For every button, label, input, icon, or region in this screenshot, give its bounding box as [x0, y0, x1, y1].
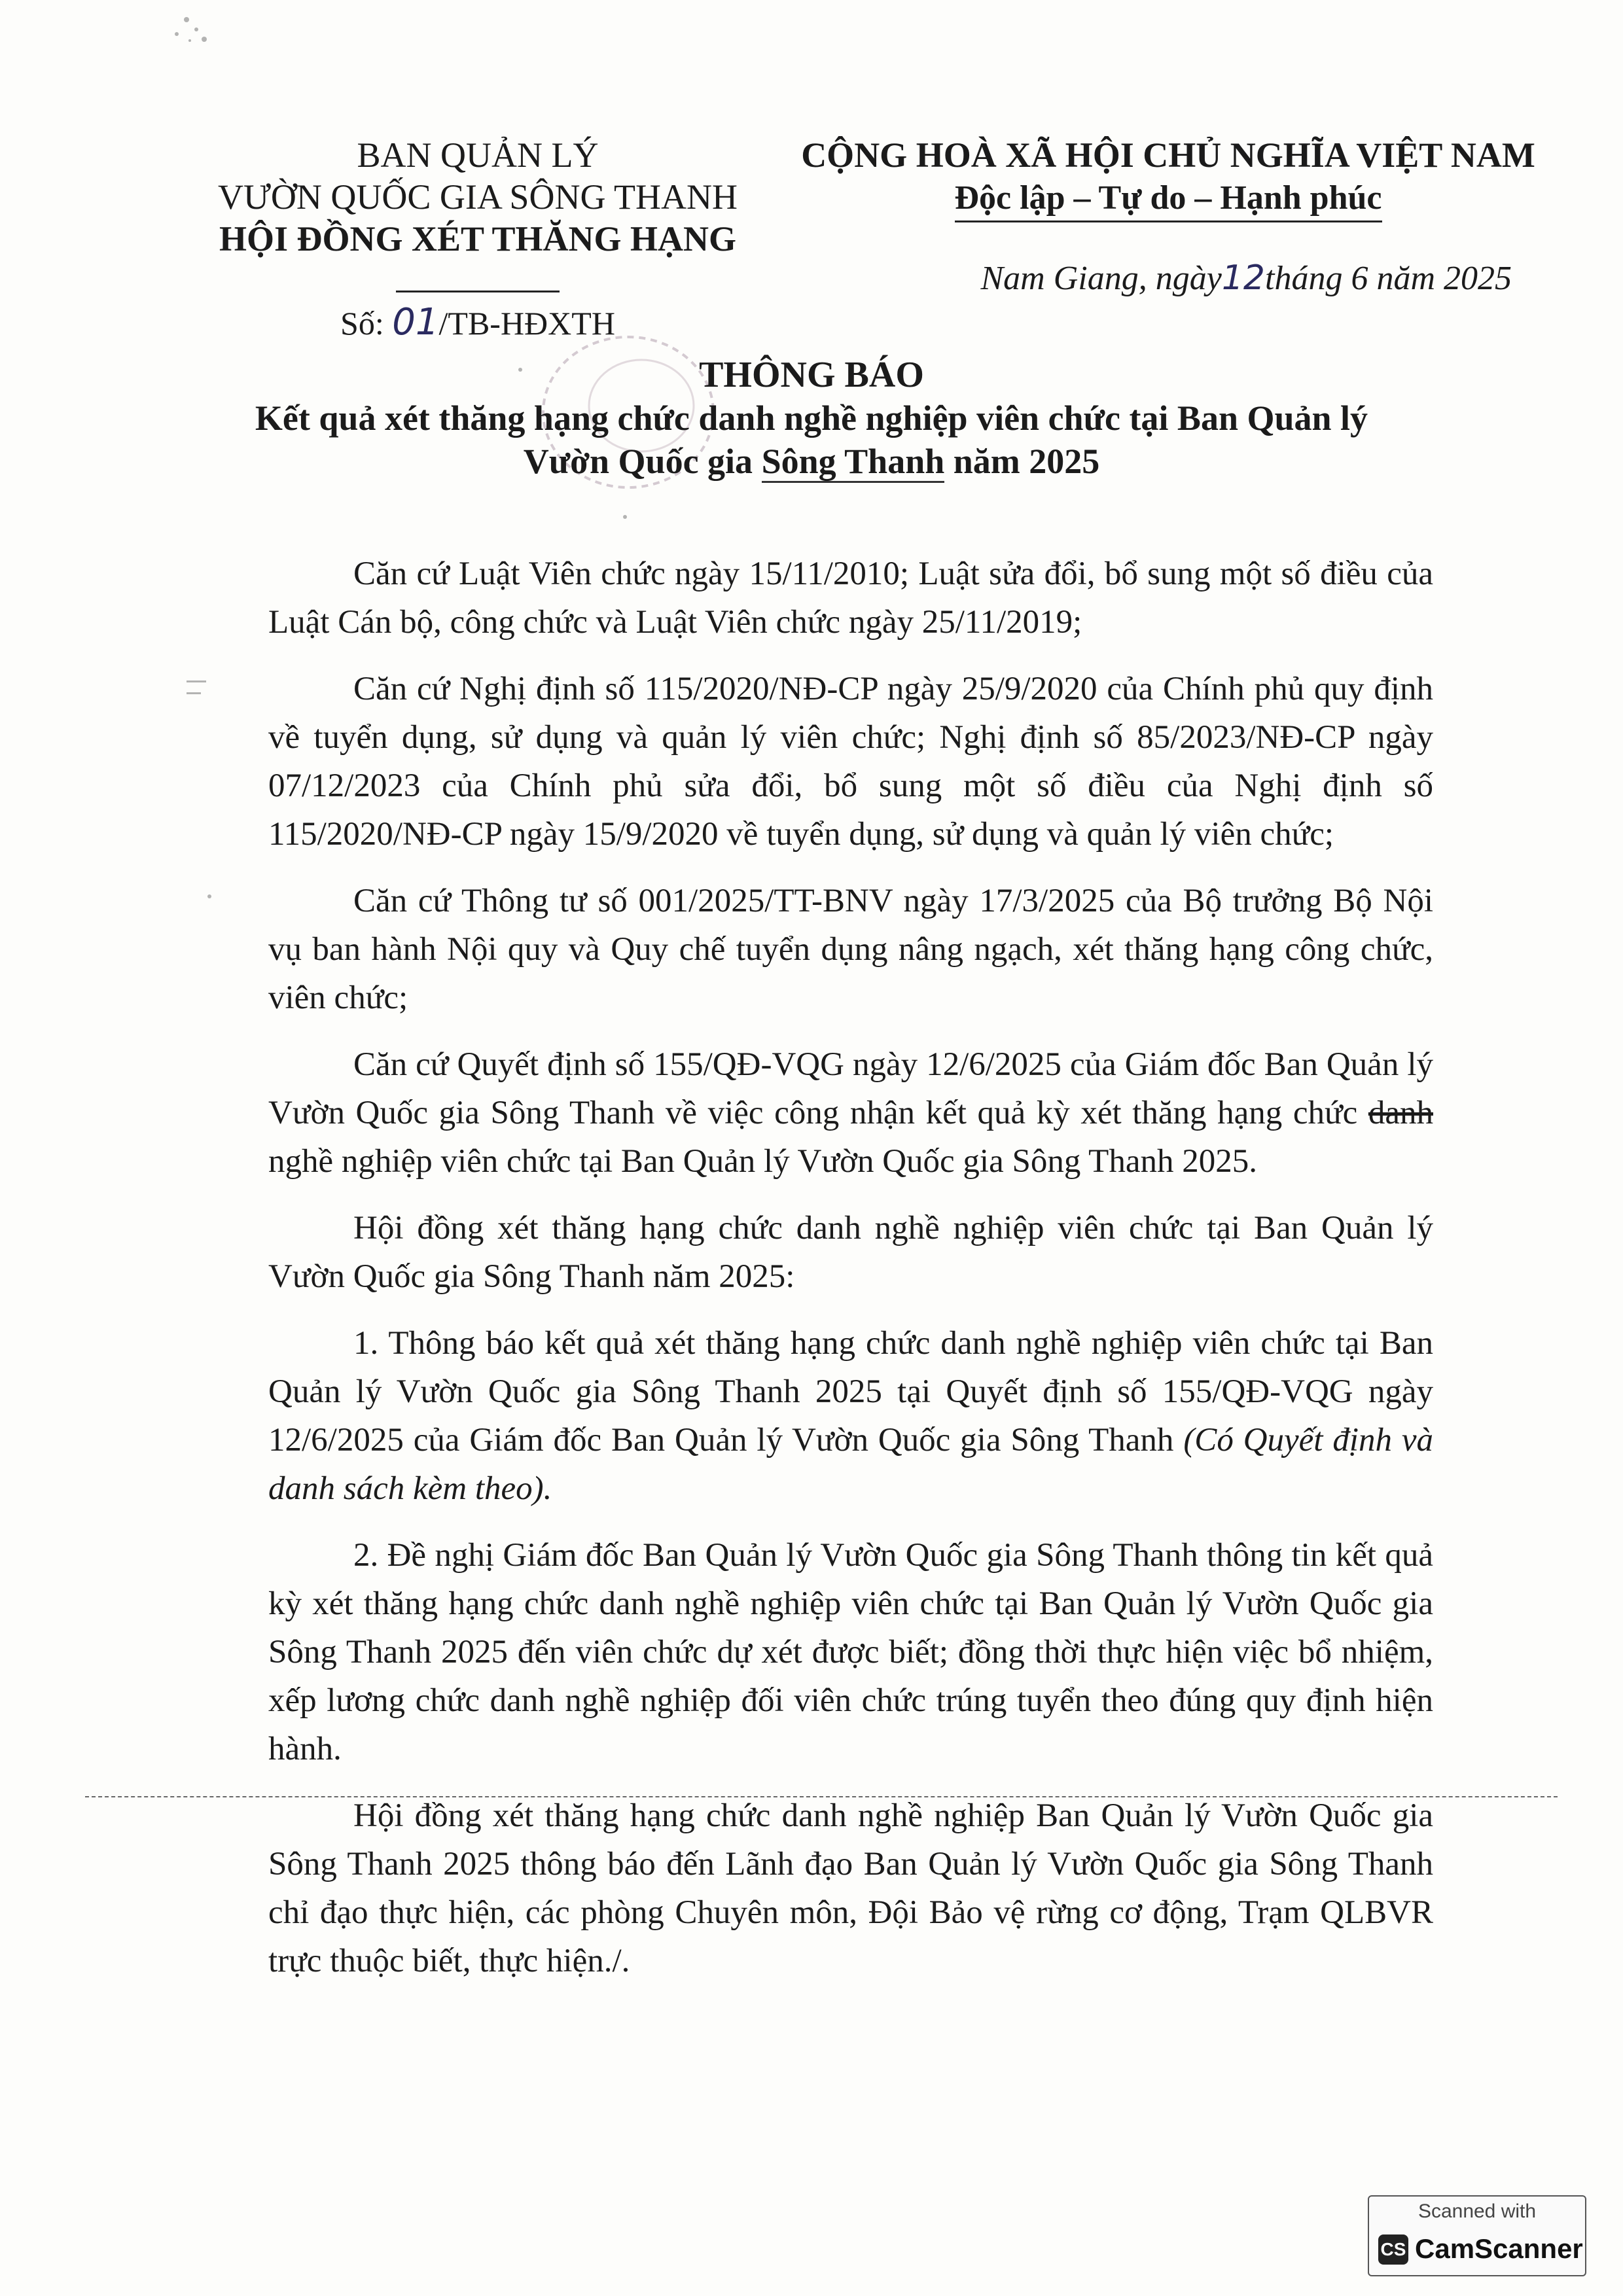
camscanner-brand: CamScanner	[1415, 2233, 1583, 2264]
doc-no-handwritten: 01	[392, 301, 439, 344]
agency-line-1: BAN QUẢN LÝ	[357, 135, 599, 175]
notice-heading: THÔNG BÁO	[699, 355, 924, 395]
item-2: 2. Đề nghị Giám đốc Ban Quản lý Vườn Quốc gia Sông Thanh thông tin kết quả kỳ xét thăng hạng chức danh nghề nghiệp viên chức tại Ban Quản lý Vườn Quốc gia Sông Thanh 2025 đến viên chức dự xét được biết; đồng thời thực hiện việc bổ nhiệm, xếp lương chức danh nghề nghiệp đối viên chức trúng tuyển theo đúng quy định hiện hành.	[268, 1537, 1433, 1767]
agency-line-2: VƯỜN QUỐC GIA SÔNG THANH	[218, 177, 738, 217]
subject-line2-part-b: Sông Thanh	[762, 442, 945, 483]
item-1	[268, 1319, 1433, 1513]
agency-underline	[396, 291, 560, 292]
notice-body	[268, 550, 1433, 1985]
basis4-part-a: Căn cứ Quyết định số 155/QĐ-VQG ngày 12/6/2025 của Giám đốc Ban Quản lý Vườn Quốc gia Sông Thanh về việc công nhận kết quả kỳ xét thăng hạng chức	[268, 1046, 1433, 1131]
national-motto: Độc lập – Tự do – Hạnh phúc	[955, 177, 1382, 222]
date-day-handwritten: 12	[1221, 258, 1265, 298]
item1-attachment-note: (Có Quyết định và danh sách kèm theo).	[268, 1422, 1434, 1507]
document-number	[190, 302, 766, 344]
scan-fold-line	[85, 1796, 1558, 1797]
national-header-block	[798, 134, 1538, 222]
date-prefix: Nam Giang, ngày	[980, 260, 1222, 297]
legal-basis-2: Căn cứ Nghị định số 115/2020/NĐ-CP ngày 25/9/2020 của Chính phủ quy định về tuyển dụng, sử dụng và quản lý viên chức; Nghị định số 85/2023/NĐ-CP ngày 07/12/2023 của Chính phủ sửa đổi, bổ sung một số điều của Nghị định số 115/2020/NĐ-CP ngày 15/9/2020 về tuyển dụng, sử dụng và quản lý viên chức;	[268, 671, 1433, 853]
legal-basis-1: Căn cứ Luật Viên chức ngày 15/11/2010; Luật sửa đổi, bổ sung một số điều của Luật Cán bộ, công chức và Luật Viên chức ngày 25/11/2019;	[268, 556, 1433, 641]
scanned-with-label: Scanned with	[1418, 2200, 1537, 2222]
camscanner-logo-icon: CS	[1378, 2234, 1408, 2265]
camscanner-watermark	[1368, 2195, 1586, 2276]
doc-no-prefix: Số:	[340, 305, 393, 342]
subject-line2-part-c: năm 2025	[944, 442, 1100, 481]
council-name: HỘI ĐỒNG XÉT THĂNG HẠNG	[219, 219, 737, 258]
place-date-line	[825, 258, 1512, 298]
subject-line2-part-a: Vườn Quốc gia	[523, 442, 762, 481]
doc-no-suffix: /TB-HĐXTH	[438, 305, 615, 342]
item1-text: 1. Thông báo kết quả xét thăng hạng chức danh nghề nghiệp viên chức tại Ban Quản lý Vườn Quốc gia Sông Thanh 2025 tại Quyết định số 155/QĐ-VQG ngày 12/6/2025 của Giám đốc Ban Quản lý Vườn Quốc gia Sông Thanh	[268, 1325, 1433, 1458]
nation-name: CỘNG HOÀ XÃ HỘI CHỦ NGHĨA VIỆT NAM	[801, 135, 1535, 175]
issuing-agency-block	[190, 134, 766, 344]
legal-basis-4	[268, 1040, 1433, 1186]
closing-paragraph: Hội đồng xét thăng hạng chức danh nghề nghiệp Ban Quản lý Vườn Quốc gia Sông Thanh 2025 thông báo đến Lãnh đạo Ban Quản lý Vườn Quốc gia Sông Thanh chỉ đạo thực hiện, các phòng Chuyên môn, Đội Bảo vệ rừng cơ động, Trạm QLBVR trực thuộc biết, thực hiện./.	[268, 1797, 1433, 1979]
notice-subject-line-1: Kết quả xét thăng hạng chức danh nghề nghiệp viên chức tại Ban Quản lý	[255, 398, 1368, 438]
council-preamble: Hội đồng xét thăng hạng chức danh nghề nghiệp viên chức tại Ban Quản lý Vườn Quốc gia Sông Thanh năm 2025:	[268, 1210, 1433, 1295]
date-suffix: tháng 6 năm 2025	[1265, 260, 1512, 297]
legal-basis-3: Căn cứ Thông tư số 001/2025/TT-BNV ngày 17/3/2025 của Bộ trưởng Bộ Nội vụ ban hành Nội quy và Quy chế tuyển dụng nâng ngạch, xét thăng hạng công chức, viên chức;	[268, 883, 1433, 1016]
notice-title-block	[196, 353, 1427, 483]
basis4-part-c: nghề nghiệp viên chức tại Ban Quản lý Vườn Quốc gia Sông Thanh 2025.	[268, 1143, 1257, 1180]
basis4-struck-word: danh	[1368, 1095, 1433, 1131]
notice-subject-line-2	[196, 440, 1427, 483]
